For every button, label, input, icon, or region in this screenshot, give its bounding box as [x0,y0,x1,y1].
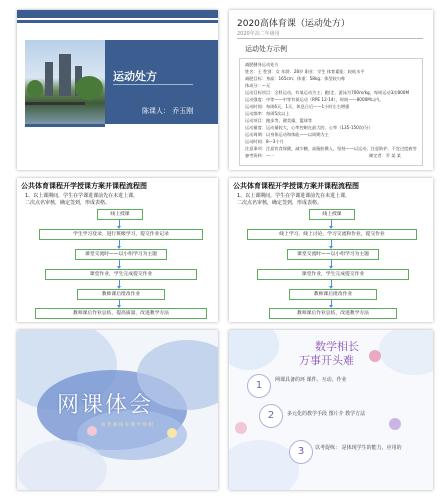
slide-thumbnail-flowchart-right[interactable] [229,178,433,322]
flow-arrow [331,220,332,226]
prescription-line: 运动周期：以身体运动和体能——以周期为主 [245,132,329,137]
prescription-line: 参考资料：—一 [245,153,275,158]
flower-icon [369,350,381,362]
watercolor-wash [229,330,279,370]
slide-author: 陈课人： 乔玉刚 [142,107,194,115]
heading-secondary: 万事开头难 [299,354,354,367]
flow-node: 线上授课 [97,209,143,220]
flow-arrow [119,280,120,286]
flow-arrow [331,260,332,266]
flower-icon [87,426,97,436]
flower-icon [389,418,401,430]
item-text: 网课具备的环 课件、互动、作业 [275,377,347,383]
item-number-badge: 1 [247,374,271,398]
flow-arrow [331,280,332,286]
document-header: 2020高体育课（运动处方） [237,19,350,29]
flow-node: 教师课后批改作业 [289,289,377,300]
prescription-line: 运动频率：每周5次以上 [245,111,290,116]
section-title: 运动处方示例 [245,45,287,53]
flow-node: 课堂交流时——以小组学习为主题 [287,249,379,260]
flow-node: 教师课后作业总结，提高质量，改进教学方法 [35,308,207,319]
flow-arrow [119,220,120,226]
slide-thumbnail-prescription[interactable] [229,10,433,170]
flow-node: 学生学习登录，进行班级学习，提交作业记录 [39,229,203,240]
flowchart-note: 二次点名审核，确定签到，形成表格。 [25,200,111,206]
item-number-badge: 3 [289,440,313,464]
flow-arrow [119,300,120,305]
flowchart-title: 公共体育课程开学授课方案并课程流程图 [233,182,359,190]
prescription-line: 减肥健身运动处方 [245,62,279,67]
title-underline [113,84,193,85]
watercolor-wash [379,330,433,375]
prescription-line: 运动项目：跑步等，健美操，篮球等 [245,118,313,123]
slide-thumbnail-flowchart-left[interactable] [17,178,218,322]
flow-arrow [331,300,332,305]
item-text: 多元化的教学手段 图片介 教学方法 [287,411,366,417]
prescription-line: 运动时间：8—3个月 [245,139,284,144]
document-subheader: 2020年高二年级用 [237,31,280,37]
prescription-line: 姓名：王 性别：女 年龄：28岁 职业：学生 体育素能：较低水平 [245,69,365,74]
flow-node: 教师课后批改作业 [77,289,165,300]
slide-title: 网课体会 [57,393,154,418]
flower-icon [235,422,247,434]
flow-node: 课堂作业，学生完成提交作业 [257,269,409,280]
flower-icon [167,428,177,438]
prescription-line: 运动目标项目：全科运动，有氧运动为主；跑/走、游泳为700m/kg，每周运动3次800M [245,90,410,95]
bottom-blank-panel [105,124,218,170]
flow-node: 课堂交流时——以小组学习为主题 [75,249,167,260]
accent-stripe [17,20,218,23]
flow-arrow [119,260,120,266]
prescription-line: 运动强度：中等——中等有氧运动（RPE 12-14），时间——8000M以内。 [245,97,384,102]
flow-arrow [119,240,120,246]
item-number-badge: 2 [259,404,283,428]
watercolor-wash [229,440,299,490]
flowchart-note: 二次点名审核，确定签到，形成表格。 [237,200,323,206]
flowchart-note: 1、以上课期间，学生在学课进课前先在未进上课， [25,193,139,199]
prescription-line: 运动量度：运动量较大，心率控制在最大的，心率（135-150次/分） [245,125,373,130]
slide-thumbnail-title[interactable] [17,10,218,170]
prescription-line: 运动时间：每周6天，1天，休息日后——1小时左右增强 [245,104,350,109]
flow-node: 课堂作业，学生完成提交作业 [45,269,197,280]
prescription-line: 减肥目标：身高：165cm；体重：58kg；体型较匀称 [245,76,346,81]
flow-node: 线上学习，线上讨论，学习交流和作业，提交作业 [247,229,417,240]
item-text: 以考促练： 是体现学生的能力，应用的 [315,445,402,451]
prescription-line: 体成分：—无 [245,83,271,88]
flowchart-note: 1、以上课期间，学生在学课进课前先在未进上课， [237,193,351,199]
flow-arrow [331,240,332,246]
flow-node: 教师课后作业总结，改进教学方法 [269,308,397,319]
lakeside-photo [25,40,105,124]
slide-thumbnail-online-course[interactable] [17,330,218,490]
flowchart-title: 公共体育课程开学授课方案并课程流程图 [21,182,147,190]
slide-title: 运动处方 [113,70,157,83]
heading-primary: 数学相长 [315,340,359,353]
flow-node: 线上授课 [309,209,355,220]
top-accent-bar [17,10,218,18]
slide-thumbnail-reflections[interactable] [229,330,433,490]
prescription-signature: 制定者：乔 某 某 [369,153,401,158]
header-divider [237,38,423,39]
prescription-line: 注意事项：注意饮食保健，减少糖，高脂肪摄入，坚持——以运动，注意防护，不宜过度疲劳 [245,146,417,151]
slide-subtitle: 高 老 师 体 育 教 学 组 织 [101,423,153,428]
